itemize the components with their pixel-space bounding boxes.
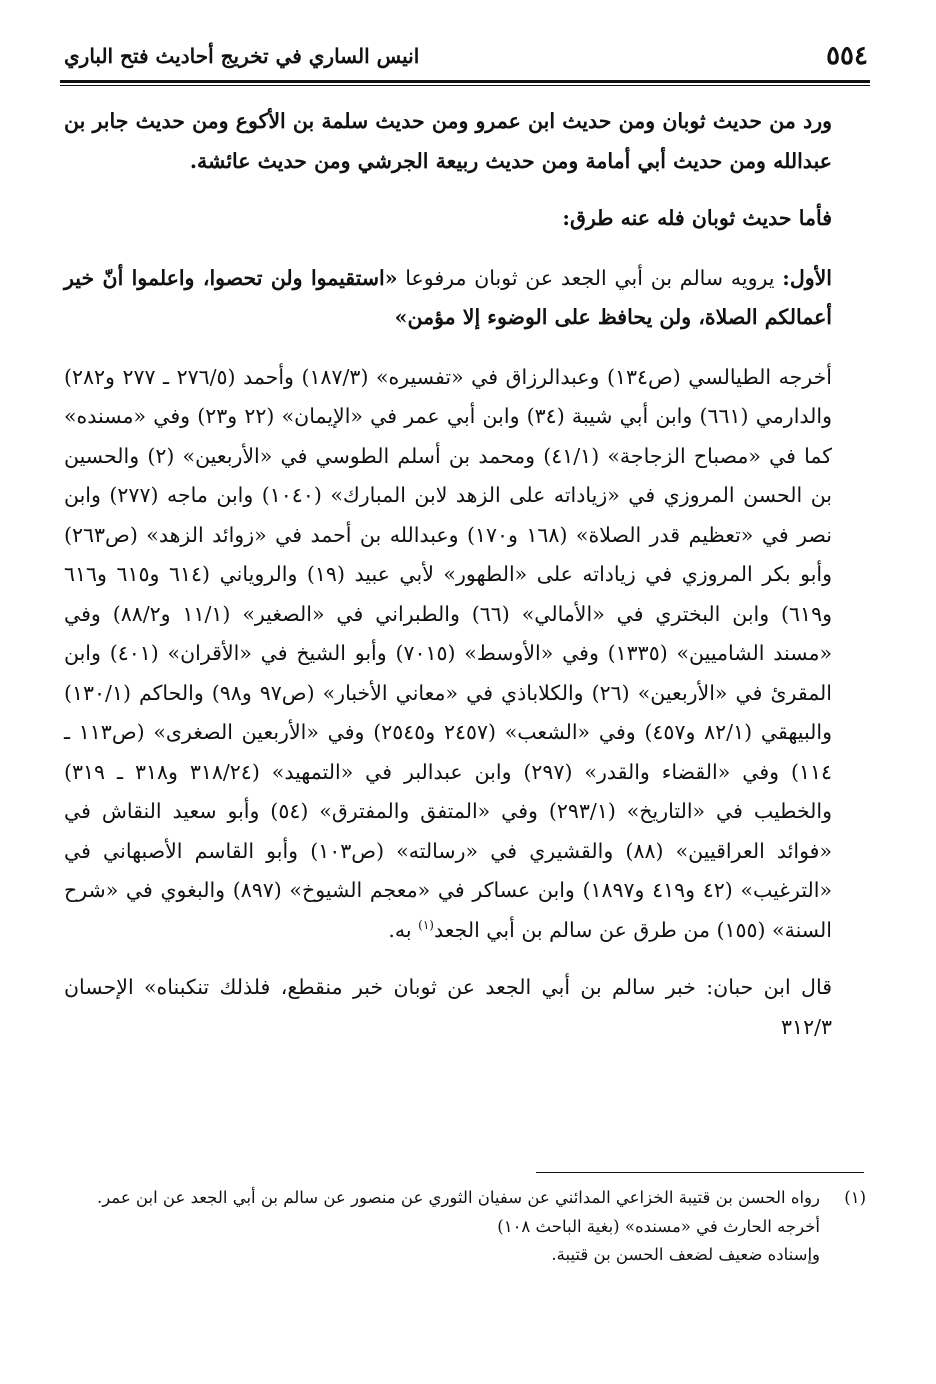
paragraph-takhrij <box>64 358 866 951</box>
page-header <box>64 36 868 76</box>
main-text <box>64 102 866 1047</box>
first-route-text: يرويه سالم بن أبي الجعد عن ثوبان مرفوعا <box>397 265 783 290</box>
header-rule-thin <box>60 85 870 86</box>
paragraph-first-route <box>64 259 866 338</box>
footnote-1 <box>64 1184 866 1213</box>
paragraph-thawban-heading: فأما حديث ثوبان فله عنه طرق: <box>562 206 832 230</box>
hadith-text: «استقيموا ولن تحصوا، واعلموا أنّ خير أعمالكم الصلاة، ولن يحافظ على الوضوء إلا مؤمن» <box>64 265 832 329</box>
running-title: انيس الساري في تخريج أحاديث فتح الباري <box>64 44 420 68</box>
paragraph-ibn-hibban: قال ابن حبان: خبر سالم بن أبي الجعد عن ثوبان خبر منقطع، فلذلك تنكبناه» الإحسان ٣١٢/٣ <box>64 975 832 1039</box>
footnote-1-line-2: أخرجه الحارث في «مسنده» (بغية الباحث ١٠٨) <box>497 1216 820 1236</box>
page-number: ٥٥٤ <box>826 41 868 71</box>
footnote-text: رواه الحسن بن قتيبة الخزاعي المدائني عن سفيان الثوري عن منصور عن سالم بن أبي الجعد عن ابن عمر. <box>96 1188 820 1207</box>
footnote-number: (١) <box>844 1188 866 1207</box>
paragraph-intro: ورد من حديث ثوبان ومن حديث ابن عمرو ومن حديث سلمة بن الأكوع ومن حديث جابر بن عبدالله ومن حديث أبي أمامة ومن حديث ربيعة الجرشي ومن حديث عائشة. <box>64 109 832 173</box>
footnote-ref[interactable]: (١) <box>418 917 434 932</box>
first-route-label: الأول: <box>782 265 832 290</box>
footnote-separator <box>536 1172 864 1173</box>
takhrij-end: به. <box>388 917 419 942</box>
header-rule <box>60 80 870 83</box>
footnotes <box>64 1184 866 1270</box>
footnote-1-line-3: وإسناده ضعيف لضعف الحسن بن قتيبة. <box>551 1245 820 1264</box>
takhrij-text: أخرجه الطيالسي (ص١٣٤) وعبدالرزاق في «تفسيره» (١٨٧/٣) وأحمد (٢٧٦/٥ ـ ٢٧٧ و٢٨٢) والدارمي (٦٦١) وابن أبي شيبة (٣٤) وابن أبي عمر في «الإيمان» (٢٢ و٢٣) وفي «مسنده» كما في «مصباح الزجاجة» (٤١/١) ومحمد بن أسلم الطوسي في «الأربعين» (٢) والحسين بن الحسن المروزي في «زياداته على الزهد لابن المبارك» (١٠٤٠) وابن ماجه (٢٧٧) وابن نصر في «تعظيم قدر الصلاة» (١٦٨ و١٧٠) وعبدالله بن أحمد في «زوائد الزهد» (ص٢٦٣) وأبو بكر المروزي في زياداته على «الطهور» لأبي عبيد (١٩) والروياني (٦١٤ و٦١٥ و٦١٦ و٦١٩) وابن البختري في «الأمالي» (٦٦) والطبراني في «الصغير» (١١/١ و٨٨/٢) وفي «مسند الشاميين» (١٣٣٥) وفي «الأوسط» (٧٠١٥) وأبو الشيخ في «الأقران» (٤٠١) وابن المقرئ في «الأربعين» (٢٦) والكلاباذي في «معاني الأخبار» (ص٩٧ و٩٨) والحاكم (١٣٠/١) والبيهقي (٨٢/١ و٤٥٧) وفي «الشعب» (٢٤٥٧ و٢٥٤٥) وفي «الأربعين الصغرى» (ص١١٣ ـ ١١٤) وفي «القضاء والقدر» (٢٩٧) وابن عبدالبر في «التمهيد» (٣١٨/٢٤ و٣١٨ ـ ٣١٩) والخطيب في «التاريخ» (٢٩٣/١) وفي «المتفق والمفترق» (٥٤) وأبو سعيد النقاش في «فوائد العراقيين» (٨٨) والقشيري في «رسالته» (ص١٠٣) وأبو القاسم الأصبهاني في «الترغيب» (٤٢ و٤١٩ و١٨٩٧) وابن عساكر في «معجم الشيوخ» (٨٩٧) والبغوي في «شرح السنة» (١٥٥) من طرق عن سالم بن أبي الجعد <box>64 364 833 942</box>
